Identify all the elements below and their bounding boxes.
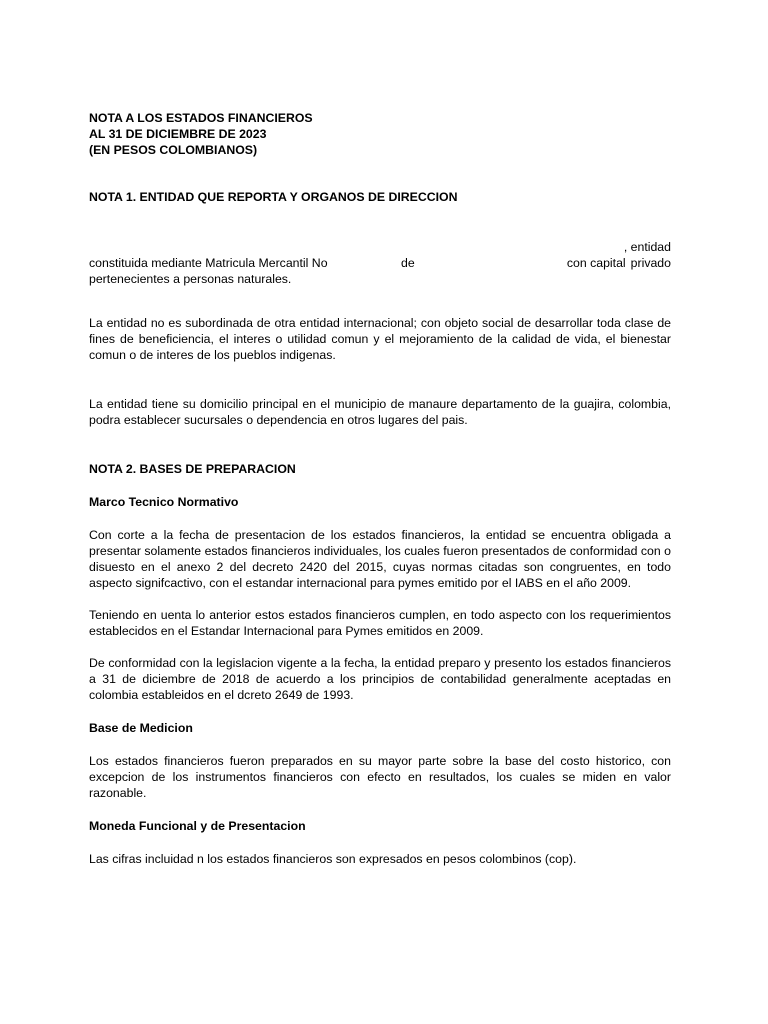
nota2-conformidad-paragraph: De conformidad con la legislacion vigente a la fecha, la entidad preparo y presento los estados financieros a 31 de diciembre de 2018 de acuerdo a los principios de contabilidad generalmente aceptadas en colombia estableidos en el dcreto 2649 de 1993. bbox=[89, 656, 671, 702]
nota2-cifras-paragraph: Las cifras incluidad n los estados financieros son expresados en pesos colombinos (cop). bbox=[89, 852, 577, 866]
header-currency: (EN PESOS COLOMBIANOS) bbox=[89, 143, 258, 157]
document-page bbox=[89, 110, 671, 867]
nota1-title: NOTA 1. ENTIDAD QUE REPORTA Y ORGANOS DE DIRECCION bbox=[89, 190, 458, 204]
moneda-funcional-heading: Moneda Funcional y de Presentacion bbox=[89, 819, 306, 833]
nota1-objeto-paragraph: La entidad no es subordinada de otra entidad internacional; con objeto social de desarrollar toda clase de fines de beneficiencia, el interes o utilidad comun y el mejoramiento de la calidad de vida, el bienestar comun o de interes de los pueblos indigenas. bbox=[89, 316, 671, 362]
nota2-teniendo-paragraph: Teniendo en uenta lo anterior estos estados financieros cumplen, en todo aspecto con los requerimientos establecidos en el Estandar Internacional para Pymes emitidos en 2009. bbox=[89, 608, 671, 638]
header-title: NOTA A LOS ESTADOS FINANCIEROS bbox=[89, 111, 313, 125]
nota2-title: NOTA 2. BASES DE PREPARACION bbox=[89, 462, 296, 476]
intro-capital: con capital bbox=[566, 256, 626, 270]
intro-line-3: pertenecientes a personas naturales. bbox=[89, 272, 292, 286]
intro-line-2-b: de bbox=[401, 256, 415, 270]
nota1-domicilio-paragraph: La entidad tiene su domicilio principal en el municipio de manaure departamento de la guajira, colombia, podra establecer sucursales o dependencia en otros lugares del pais. bbox=[89, 397, 671, 427]
intro-line-1: , entidad bbox=[623, 240, 671, 254]
nota1-intro bbox=[89, 239, 671, 287]
intro-line-2-a: constituida mediante Matricula Mercantil No bbox=[89, 256, 328, 270]
header-date: AL 31 DE DICIEMBRE DE 2023 bbox=[89, 127, 267, 141]
marco-tecnico-heading: Marco Tecnico Normativo bbox=[89, 495, 239, 509]
nota2-corte-paragraph: Con corte a la fecha de presentacion de los estados financieros, la entidad se encuentra obligada a presentar solamente estados financieros individuales, los cuales fueron presentados de conformidad con o disuesto en el anexo 2 del decreto 2420 del 2015, cuyas normas citadas son congruentes, en todo aspecto signifcactivo, con el estandar internacional para pymes emitido por el IABS en el año 2009. bbox=[89, 528, 671, 590]
intro-line-2 bbox=[89, 255, 671, 271]
nota2-base-paragraph: Los estados financieros fueron preparados en su mayor parte sobre la base del costo historico, con excepcion de los instrumentos financieros con efecto en resultados, los cuales se miden en valor razonable. bbox=[89, 754, 671, 800]
document-header bbox=[89, 110, 671, 158]
intro-line-2-c bbox=[567, 255, 671, 271]
intro-privado: privado bbox=[630, 256, 671, 270]
base-medicion-heading: Base de Medicion bbox=[89, 721, 193, 735]
